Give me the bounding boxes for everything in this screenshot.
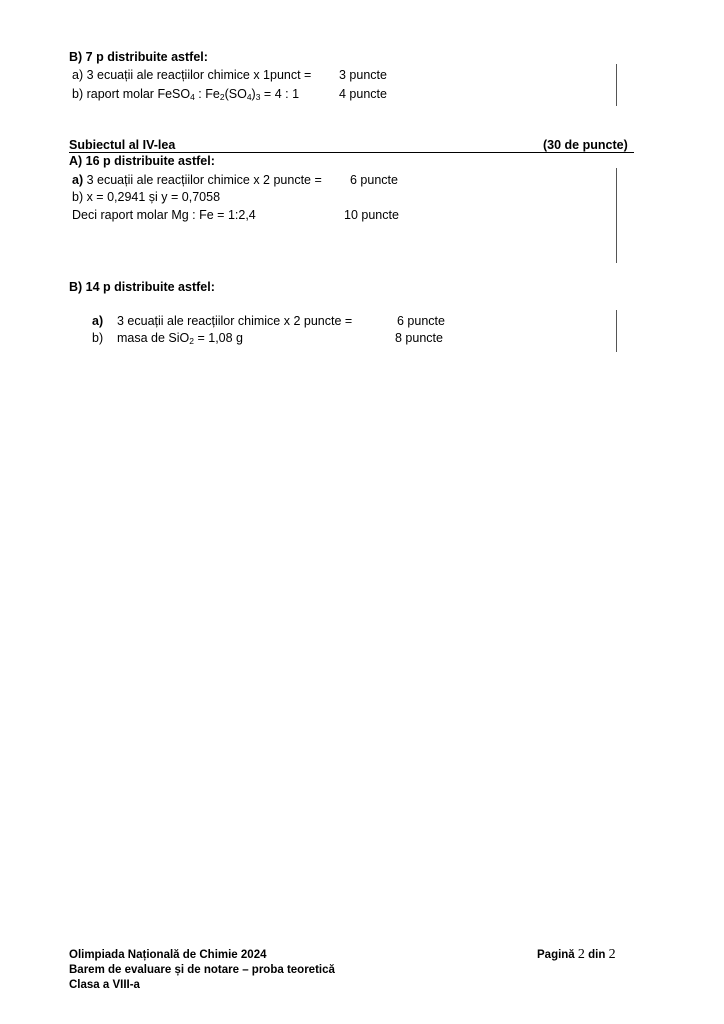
footer-line-3: Clasa a VIII-a	[69, 979, 140, 991]
part-b-item-b-label: b)	[92, 331, 104, 345]
subject-underline	[69, 152, 634, 153]
part-a-heading: A) 16 p distribuite astfel:	[69, 154, 215, 168]
page-number: Pagină 2 din 2	[537, 947, 616, 962]
section-b-item-a-points: 3 puncte	[339, 68, 387, 82]
part-a-item-b: b) x = 0,2941 și y = 0,7058	[72, 190, 221, 204]
part-a-conclusion: Deci raport molar Mg : Fe = 1:2,4	[72, 208, 256, 222]
part-a-border	[616, 168, 617, 263]
part-b-item-a: 3 ecuații ale reacțiilor chimice x 2 puncte =	[117, 314, 353, 328]
part-a-item-a: a) 3 ecuații ale reacțiilor chimice x 2 puncte =	[72, 173, 322, 187]
subject-total-points: (30 de puncte)	[543, 138, 628, 152]
section-b-item-b-points: 4 puncte	[339, 87, 387, 101]
part-b-border	[616, 310, 617, 352]
part-b-item-b-points: 8 puncte	[395, 331, 443, 345]
part-b-item-a-label: a)	[92, 314, 104, 328]
part-b-item-a-points: 6 puncte	[397, 314, 445, 328]
part-b-heading: B) 14 p distribuite astfel:	[69, 280, 215, 294]
part-a-item-a-points: 6 puncte	[350, 173, 398, 187]
part-b-item-b: masa de SiO$_2$ = 1,08 g	[117, 331, 243, 346]
part-a-conclusion-points: 10 puncte	[344, 208, 399, 222]
footer-line-2: Barem de evaluare și de notare – proba teoretică	[69, 964, 335, 976]
subject-title: Subiectul al IV-lea	[69, 138, 176, 152]
section-b-item-b: b) raport molar FeSO$_4$ : $Fe_2(SO_4)_3 = 4$ : 1	[72, 87, 300, 102]
section-b-border	[616, 64, 617, 106]
footer-line-1: Olimpiada Națională de Chimie 2024	[69, 949, 267, 961]
section-b-item-a: a) 3 ecuații ale reacțiilor chimice x 1punct =	[72, 68, 312, 82]
section-b-heading: B) 7 p distribuite astfel:	[69, 50, 208, 64]
